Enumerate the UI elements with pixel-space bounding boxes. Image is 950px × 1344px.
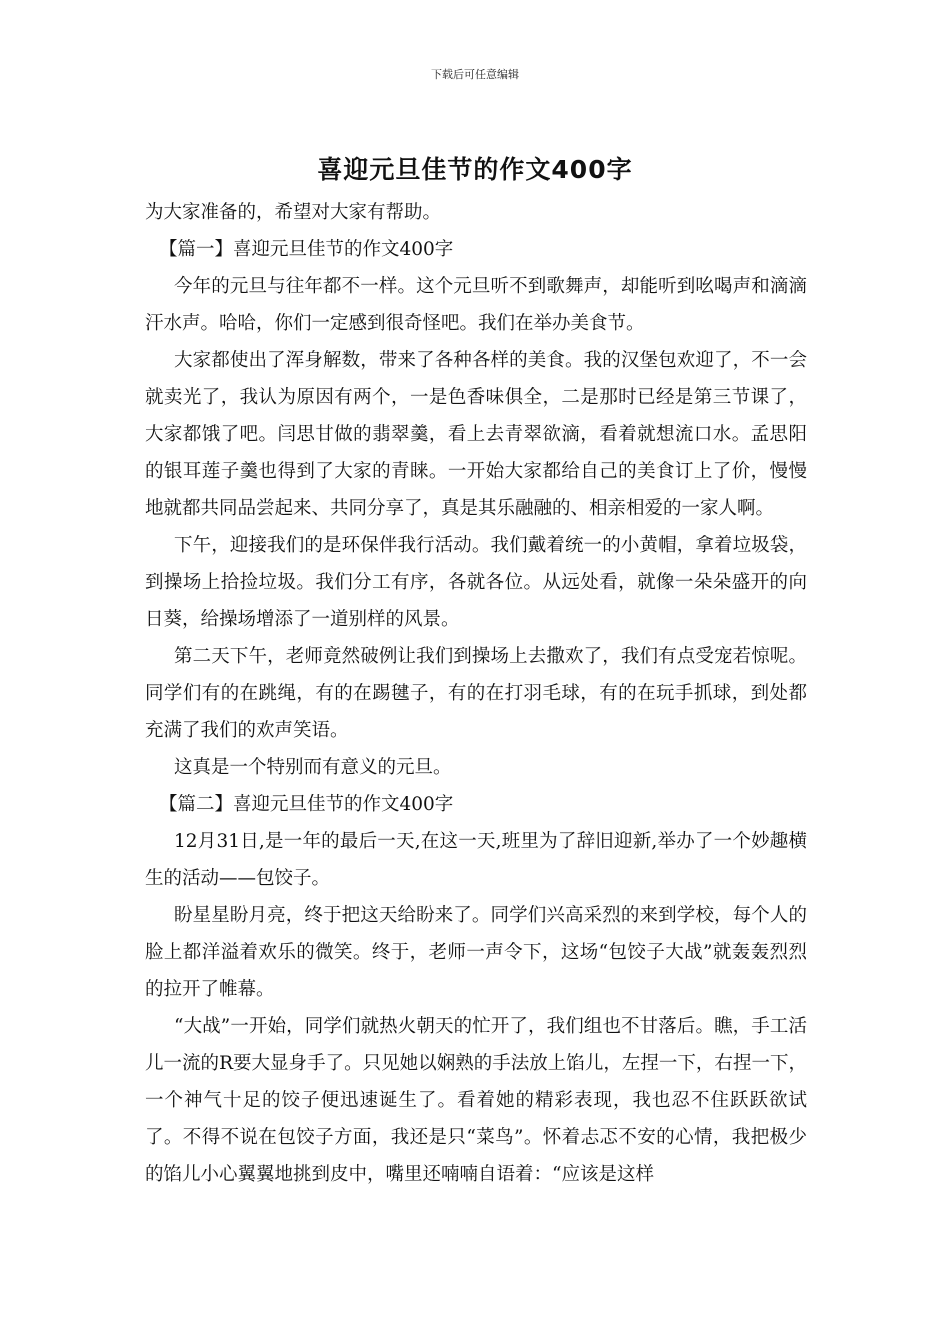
paragraph: 12月31日,是一年的最后一天,在这一天,班里为了辞旧迎新,举办了一个妙趣横生的活动——包饺子。 [145,831,807,889]
paragraph: 下午，迎接我们的是环保伴我行活动。我们戴着统一的小黄帽，拿着垃圾袋，到操场上拾捡垃圾。我们分工有序，各就各位。从远处看，就像一朵朵盛开的向日葵，给操场增添了一道别样的风景。 [145,535,807,630]
section-heading-2: 【篇二】喜迎元旦佳节的作文400字 [159,794,454,815]
paragraph: “大战”一开始，同学们就热火朝天的忙开了，我们组也不甘落后。瞧，手工活儿一流的R要大显身手了。只见她以娴熟的手法放上馅儿，左捏一下，右捏一下，一个神气十足的饺子便迅速诞生了。看着她的精彩表现，我也忍不住跃跃欲试了。不得不说在包饺子方面，我还是只“菜鸟”。怀着忐忑不安的心情，我把极少的馅儿小心翼翼地挑到皮中，嘴里还喃喃自语着：“应该是这样 [145,1016,807,1185]
section-heading-1: 【篇一】喜迎元旦佳节的作文400字 [159,239,454,260]
paragraph: 第二天下午，老师竟然破例让我们到操场上去撒欢了，我们有点受宠若惊呢。同学们有的在跳绳，有的在踢毽子，有的在打羽毛球，有的在玩手抓球，到处都充满了我们的欢声笑语。 [145,646,807,741]
paragraph: 盼星星盼月亮，终于把这天给盼来了。同学们兴高采烈的来到学校，每个人的脸上都洋溢着欢乐的微笑。终于，老师一声令下，这场“包饺子大战”就轰轰烈烈的拉开了帷幕。 [145,905,807,1000]
document-title: 喜迎元旦佳节的作文400字 [317,155,633,184]
paragraph: 今年的元旦与往年都不一样。这个元旦听不到歌舞声，却能听到吆喝声和滴滴汗水声。哈哈，你们一定感到很奇怪吧。我们在举办美食节。 [145,276,807,334]
paragraph: 大家都使出了浑身解数，带来了各种各样的美食。我的汉堡包欢迎了，不一会就卖光了，我认为原因有两个，一是色香味俱全，二是那时已经是第三节课了，大家都饿了吧。闫思甘做的翡翠羹，看上去青翠欲滴，看着就想流口水。孟思阳的银耳莲子羹也得到了大家的青睐。一开始大家都给自己的美食订上了价，慢慢地就都共同品尝起来、共同分享了，真是其乐融融的、相亲相爱的一家人啊。 [145,350,807,519]
document-body [145,194,807,1193]
intro-paragraph: 为大家准备的，希望对大家有帮助。 [145,202,442,223]
header-note: 下载后可任意编辑 [431,68,519,81]
paragraph: 这真是一个特别而有意义的元旦。 [174,757,452,778]
